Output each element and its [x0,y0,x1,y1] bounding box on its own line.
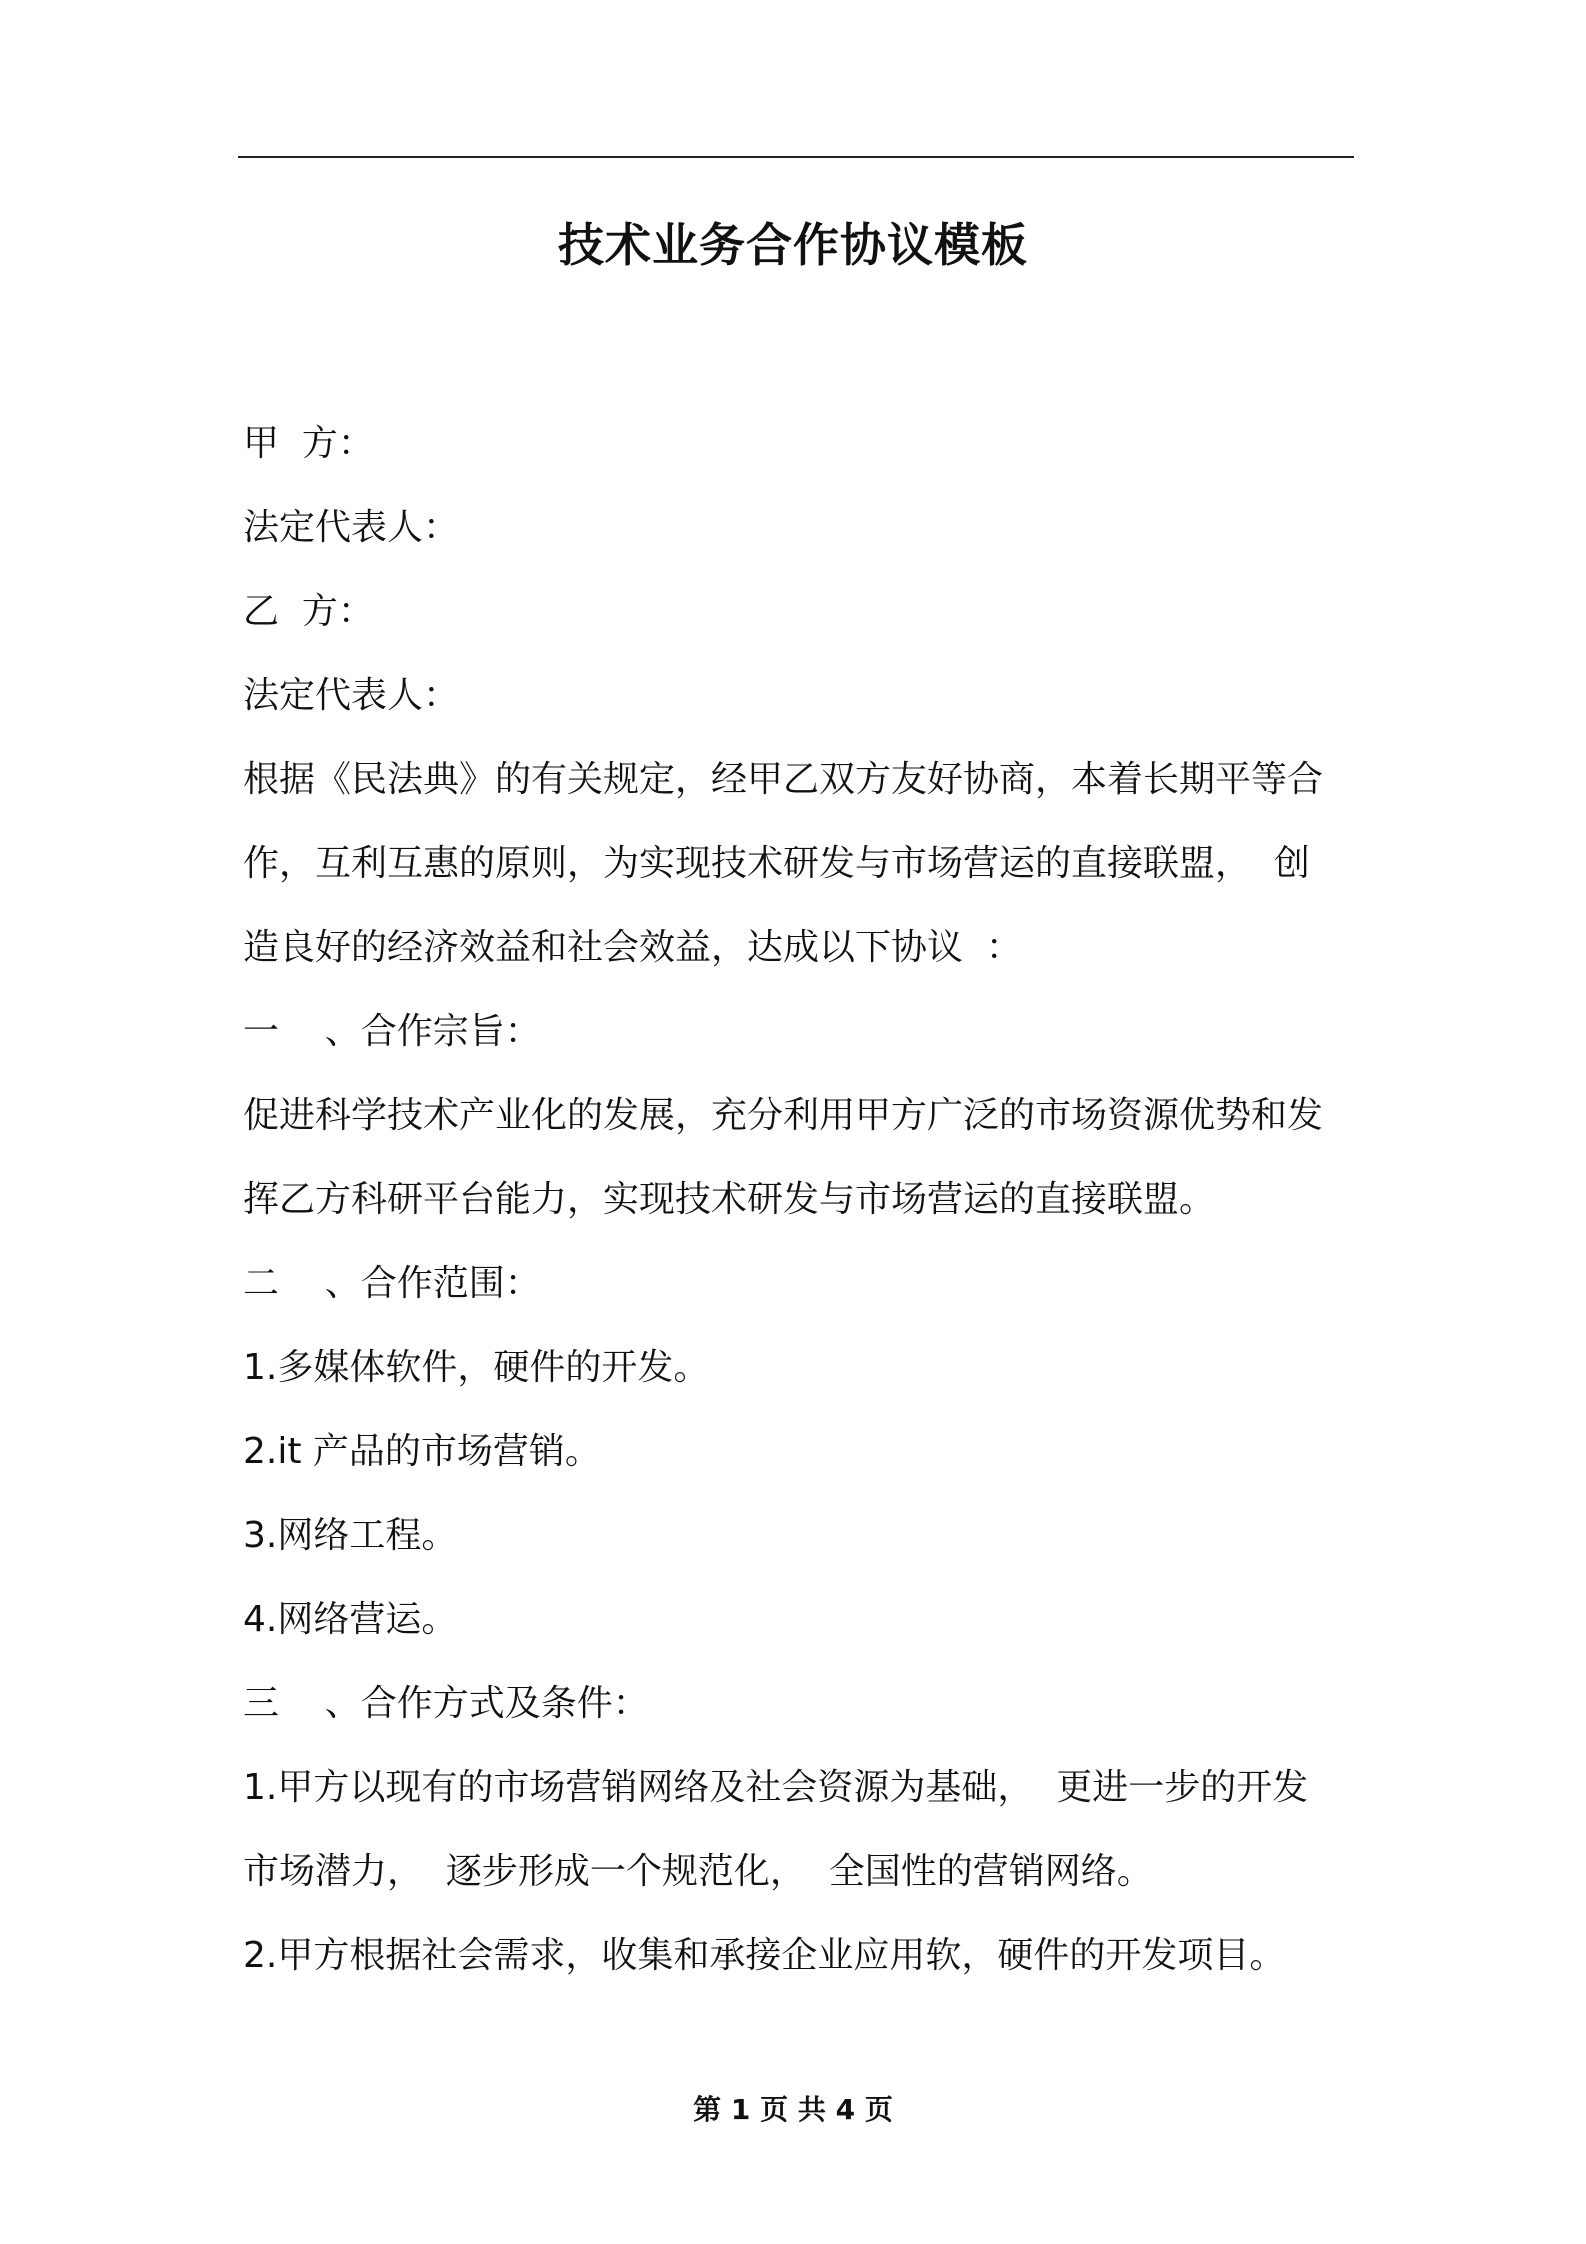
list-item: 1.多媒体软件，硬件的开发。 [243,1347,710,1388]
preamble-line: 作，互利互惠的原则，为实现技术研发与市场营运的直接联盟， 创 [243,843,1310,884]
list-item: 4.网络营运。 [243,1599,458,1640]
page-number-footer: 第 1 页 共 4 页 [693,2093,893,2126]
preamble-line: 根据《民法典》的有关规定，经甲乙双方友好协商，本着长期平等合 [243,759,1324,800]
party-b-line: 乙 方： [243,591,374,632]
document-title: 技术业务合作协议模板 [558,218,1028,272]
section-heading-scope: 二 、合作范围： [243,1263,541,1304]
list-item: 1.甲方以现有的市场营销网络及社会资源为基础， 更进一步的开发 [243,1767,1309,1808]
header-rule [238,156,1354,158]
party-a-representative-line: 法定代表人： [243,507,460,548]
section-heading-purpose: 一 、合作宗旨： [243,1011,541,1052]
document-body [243,402,1355,1998]
list-item-continuation: 市场潜力， 逐步形成一个规范化， 全国性的营销网络。 [243,1851,1153,1892]
section-heading-terms: 三 、合作方式及条件： [243,1683,649,1724]
list-item: 3.网络工程。 [243,1515,458,1556]
list-item: 2.it 产品的市场营销。 [243,1431,601,1472]
party-b-representative-line: 法定代表人： [243,675,460,716]
list-item: 2.甲方根据社会需求，收集和承接企业应用软，硬件的开发项目。 [243,1935,1286,1976]
party-a-line: 甲 方： [243,423,374,464]
paragraph-line: 挥乙方科研平台能力，实现技术研发与市场营运的直接联盟。 [243,1179,1216,1220]
paragraph-line: 促进科学技术产业化的发展，充分利用甲方广泛的市场资源优势和发 [243,1095,1324,1136]
preamble-line: 造良好的经济效益和社会效益，达成以下协议 ： [243,927,1022,968]
